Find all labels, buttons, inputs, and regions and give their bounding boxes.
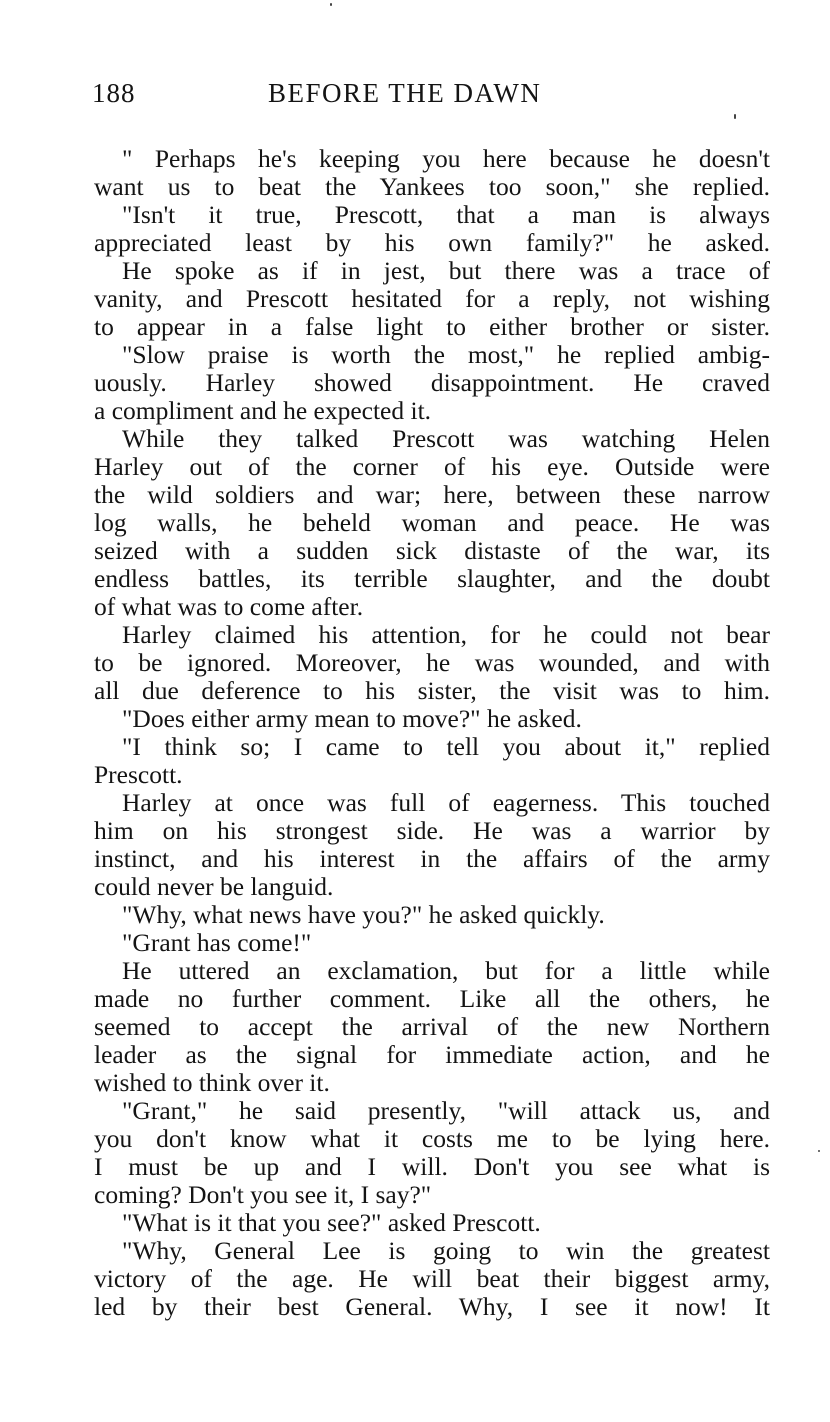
text-line: Harley out of the corner of his eye. Outside were	[94, 452, 770, 481]
text-line: appreciated least by his own family?" he asked.	[94, 228, 770, 257]
body-text	[94, 145, 770, 1321]
text-line: Prescott.	[94, 760, 183, 789]
text-line: wished to think over it.	[94, 1068, 330, 1097]
text-line: instinct, and his interest in the affairs of the army	[94, 844, 770, 873]
text-line: "Grant," he said presently, "will attack us, and	[122, 1096, 770, 1125]
text-line: all due deference to his sister, the visit was to him.	[94, 676, 770, 705]
text-line: "Why, what news have you?" he asked quickly.	[122, 900, 605, 929]
text-line: "Slow praise is worth the most," he replied ambig-	[122, 340, 770, 369]
text-line: leader as the signal for immediate action, and he	[94, 1040, 770, 1069]
text-line: endless battles, its terrible slaughter, and the doubt	[94, 564, 770, 593]
text-line: "Why, General Lee is going to win the greatest	[122, 1236, 770, 1265]
text-line: a compliment and he expected it.	[94, 396, 432, 425]
text-line: "Grant has come!"	[122, 928, 312, 957]
text-line: He uttered an exclamation, but for a little while	[122, 956, 770, 985]
text-line: vanity, and Prescott hesitated for a reply, not wishing	[94, 284, 770, 313]
text-line: "Isn't it true, Prescott, that a man is always	[122, 200, 770, 229]
page-header	[92, 78, 772, 118]
text-line: coming? Don't you see it, I say?"	[94, 1180, 432, 1209]
text-line: to be ignored. Moreover, he was wounded, and with	[94, 648, 770, 677]
text-line: "Does either army mean to move?" he asked.	[122, 704, 582, 733]
ink-speck	[818, 1150, 820, 1152]
text-line: "I think so; I came to tell you about it," replied	[122, 732, 770, 761]
text-line: want us to beat the Yankees too soon," she replied.	[94, 172, 770, 201]
text-line: victory of the age. He will beat their biggest army,	[94, 1264, 770, 1293]
text-line: seized with a sudden sick distaste of the war, its	[94, 536, 770, 565]
text-line: He spoke as if in jest, but there was a trace of	[122, 256, 770, 285]
text-line: " Perhaps he's keeping you here because he doesn't	[122, 144, 770, 173]
text-line: uously. Harley showed disappointment. He craved	[94, 368, 770, 397]
text-line: I must be up and I will. Don't you see what is	[94, 1152, 770, 1181]
text-line: could never be languid.	[94, 872, 334, 901]
text-line: made no further comment. Like all the others, he	[94, 984, 770, 1013]
text-line: Harley claimed his attention, for he could not bear	[122, 620, 770, 649]
text-line: of what was to come after.	[94, 592, 364, 621]
text-line: While they talked Prescott was watching Helen	[122, 424, 770, 453]
text-line: him on his strongest side. He was a warrior by	[94, 816, 770, 845]
text-line: you don't know what it costs me to be lying here.	[94, 1124, 770, 1153]
text-line: "What is it that you see?" asked Prescott.	[122, 1208, 541, 1237]
ink-speck	[734, 114, 736, 119]
running-title: BEFORE THE DAWN	[268, 78, 542, 108]
text-line: led by their best General. Why, I see it now! It	[94, 1292, 770, 1321]
text-line: seemed to accept the arrival of the new Northern	[94, 1012, 770, 1041]
ink-speck	[330, 3, 332, 6]
text-line: Harley at once was full of eagerness. This touched	[122, 788, 770, 817]
text-line: log walls, he beheld woman and peace. He was	[94, 508, 770, 537]
text-line: to appear in a false light to either brother or sister.	[94, 312, 770, 341]
page-number: 188	[92, 78, 136, 108]
text-line: the wild soldiers and war; here, between these narrow	[94, 480, 770, 509]
